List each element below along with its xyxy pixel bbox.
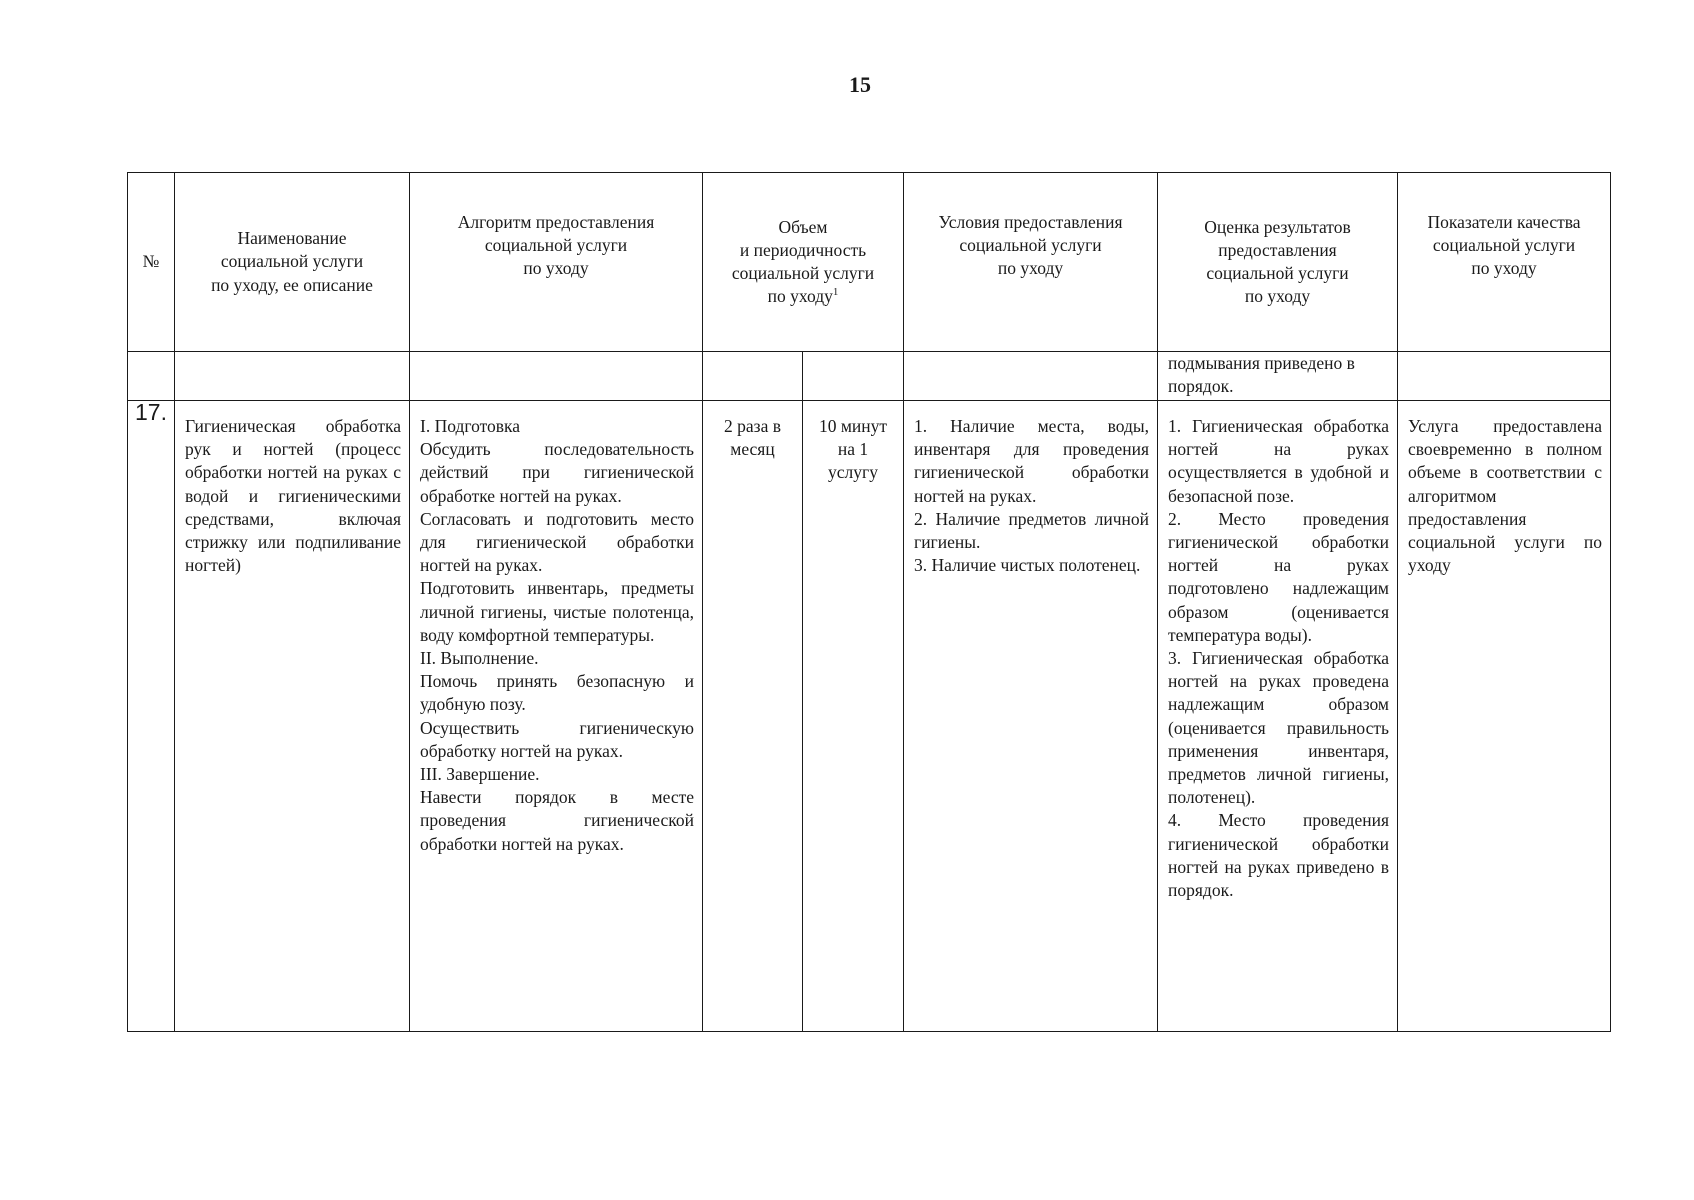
row-number: 17. <box>128 401 175 1032</box>
algorithm-step: Обсудить последовательность действий при гигиенической обработке ногтей на руках. <box>420 439 694 506</box>
cont-cell-results: подмывания приведено в порядок. <box>1158 352 1398 401</box>
header-line: Наименование <box>237 228 347 249</box>
header-line: Алгоритм предоставления <box>457 212 655 232</box>
header-line-text: по уходу <box>767 286 833 307</box>
cont-cell-algorithm <box>410 352 703 401</box>
footnote-marker: 1 <box>832 286 839 299</box>
row-duration <box>803 401 904 1032</box>
condition-item: 3. Наличие чистых полотенец. <box>914 555 1141 576</box>
row-conditions <box>904 401 1158 1032</box>
header-algorithm <box>410 173 703 352</box>
cont-cell-quality <box>1398 352 1611 401</box>
algorithm-step: Осуществить гигиеническую обработку ногтей на руках. <box>420 717 694 761</box>
services-table <box>127 172 1611 1032</box>
result-item: 1. Гигиеническая обработка ногтей на руках осуществляется в удобной и безопасной позе. <box>1168 416 1390 506</box>
algorithm-step: I. Подготовка <box>420 416 521 436</box>
header-line: по уходу <box>997 258 1064 279</box>
service-name-text: Гигиеническая обработка рук и ногтей (процесс обработки ногтей на руках с водой и гигиеническими средствами, включая стрижку или подпиливание ногтей) <box>185 416 401 576</box>
cont-cell-frequency <box>703 352 803 401</box>
result-item: 4. Место проведения гигиенической обработки ногтей на руках приведено в порядок. <box>1168 810 1390 901</box>
header-volume <box>703 173 904 352</box>
result-item: 3. Гигиеническая обработка ногтей на руках проведена надлежащим образом (оценивается правильность применения инвентаря, предметов личной гигиены, полотенец). <box>1168 648 1390 808</box>
header-line: Показатели качества <box>1427 212 1581 232</box>
header-line <box>711 285 895 308</box>
frequency-text: 2 раза в месяц <box>724 416 781 460</box>
row-quality <box>1398 401 1611 1032</box>
header-line: по уходу, ее описание <box>211 274 373 295</box>
header-line: социальной услуги <box>731 263 875 283</box>
cont-cell-conditions <box>904 352 1158 401</box>
header-line: социальной услуги <box>959 235 1102 256</box>
algorithm-step: Помочь принять безопасную и удобную позу. <box>420 671 694 715</box>
duration-text: 10 минут на 1 услугу <box>818 416 888 483</box>
page-number: 15 <box>849 72 871 97</box>
row-algorithm <box>410 401 703 1032</box>
condition-item: 1. Наличие места, воды, инвентаря для проведения гигиенической обработки ногтей на руках. <box>914 416 1150 506</box>
header-line: социальной услуги <box>484 235 628 256</box>
algorithm-list <box>410 401 702 856</box>
header-line: Оценка результатов <box>1204 216 1351 237</box>
quality-text: Услуга предоставлена своевременно в полном объеме в соответствии с алгоритмом предоставления социальной услуги по уходу <box>1408 416 1603 576</box>
algorithm-step: II. Выполнение. <box>420 648 539 669</box>
header-results <box>1158 173 1398 352</box>
result-item: 2. Место проведения гигиенической обработки ногтей на руках подготовлено надлежащим образом (оценивается температура воды). <box>1168 508 1390 645</box>
row-frequency <box>703 401 803 1032</box>
header-line: предоставления <box>1218 239 1337 260</box>
algorithm-step: Подготовить инвентарь, предметы личной гигиены, чистые полотенца, воду комфортной температуры. <box>420 578 694 645</box>
algorithm-step: Навести порядок в месте проведения гигиенической обработки ногтей на руках. <box>420 787 694 854</box>
condition-item: 2. Наличие предметов личной гигиены. <box>914 508 1150 553</box>
header-line: Объем <box>778 216 828 237</box>
conditions-list <box>904 401 1157 577</box>
cont-cell-duration <box>803 352 904 401</box>
table-row <box>128 401 1611 1032</box>
row-results <box>1158 401 1398 1032</box>
header-line: социальной услуги <box>1206 263 1349 283</box>
header-line: по уходу <box>523 258 589 279</box>
cont-cell-name <box>175 352 410 401</box>
header-line: социальной услуги <box>1432 235 1576 256</box>
header-line: и периодичность <box>739 239 867 260</box>
algorithm-step: Согласовать и подготовить место для гигиенической обработки ногтей на руках. <box>420 508 694 576</box>
cont-cell-number <box>128 352 175 401</box>
header-line: по уходу <box>1471 258 1537 279</box>
row-service-name <box>175 401 410 1032</box>
algorithm-step: III. Завершение. <box>420 764 540 785</box>
header-line: по уходу <box>1244 286 1311 307</box>
header-conditions <box>904 173 1158 352</box>
continuation-row <box>128 352 1611 401</box>
header-service-name <box>175 173 410 352</box>
header-quality <box>1398 173 1611 352</box>
header-number: № <box>128 173 175 352</box>
table-header-row <box>128 173 1611 352</box>
results-list <box>1158 401 1397 902</box>
header-line: Условия предоставления <box>938 212 1123 232</box>
header-line: социальной услуги <box>220 251 364 272</box>
